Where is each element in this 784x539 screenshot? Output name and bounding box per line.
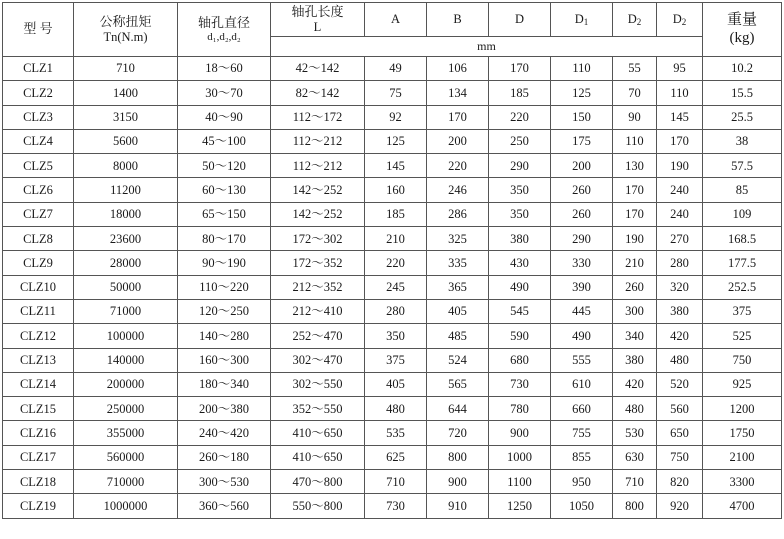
header-weight-en: (kg) bbox=[729, 29, 755, 46]
cell-A: 625 bbox=[365, 445, 427, 469]
header-torque-en: Tn(N.m) bbox=[103, 29, 148, 44]
cell-weight: 57.5 bbox=[703, 154, 782, 178]
cell-bore-length: 42～142 bbox=[271, 57, 365, 81]
header-D1-sub: 1 bbox=[583, 16, 589, 27]
header-bore-diameter bbox=[178, 3, 271, 57]
cell-D: 185 bbox=[489, 81, 551, 105]
cell-A: 535 bbox=[365, 421, 427, 445]
cell-B: 246 bbox=[427, 178, 489, 202]
cell-bore-length: 172～302 bbox=[271, 227, 365, 251]
cell-B: 524 bbox=[427, 348, 489, 372]
cell-bore-length: 112～212 bbox=[271, 129, 365, 153]
cell-model: CLZ18 bbox=[3, 470, 74, 494]
cell-B: 134 bbox=[427, 81, 489, 105]
cell-weight: 252.5 bbox=[703, 275, 782, 299]
cell-D: 220 bbox=[489, 105, 551, 129]
cell-torque: 23600 bbox=[74, 227, 178, 251]
cell-D2: 530 bbox=[613, 421, 657, 445]
header-D-label: D bbox=[514, 12, 525, 27]
header-D2-sub: 2 bbox=[636, 16, 642, 27]
cell-bore-length: 352～550 bbox=[271, 397, 365, 421]
cell-bore-diameter: 300～530 bbox=[178, 470, 271, 494]
cell-D1: 390 bbox=[551, 275, 613, 299]
cell-bore-length: 172～352 bbox=[271, 251, 365, 275]
cell-model: CLZ2 bbox=[3, 81, 74, 105]
header-bore-length bbox=[271, 3, 365, 37]
cell-bore-length: 410～650 bbox=[271, 445, 365, 469]
cell-D3: 240 bbox=[657, 178, 703, 202]
table-header bbox=[3, 3, 782, 57]
cell-D2: 480 bbox=[613, 397, 657, 421]
header-model-label: 型 号 bbox=[23, 21, 53, 37]
cell-D1: 290 bbox=[551, 227, 613, 251]
header-D3-main: D bbox=[672, 11, 682, 26]
cell-model: CLZ17 bbox=[3, 445, 74, 469]
cell-model: CLZ12 bbox=[3, 324, 74, 348]
cell-D: 1100 bbox=[489, 470, 551, 494]
cell-bore-diameter: 120～250 bbox=[178, 299, 271, 323]
cell-weight: 750 bbox=[703, 348, 782, 372]
cell-torque: 1400 bbox=[74, 81, 178, 105]
cell-D1: 150 bbox=[551, 105, 613, 129]
table-row bbox=[3, 275, 782, 299]
cell-weight: 38 bbox=[703, 129, 782, 153]
cell-B: 900 bbox=[427, 470, 489, 494]
cell-torque: 50000 bbox=[74, 275, 178, 299]
cell-torque: 18000 bbox=[74, 202, 178, 226]
table-row bbox=[3, 227, 782, 251]
cell-bore-diameter: 30～70 bbox=[178, 81, 271, 105]
cell-D3: 480 bbox=[657, 348, 703, 372]
header-unit-label: mm bbox=[477, 38, 496, 53]
cell-D3: 520 bbox=[657, 372, 703, 396]
cell-B: 405 bbox=[427, 299, 489, 323]
cell-D3: 750 bbox=[657, 445, 703, 469]
cell-model: CLZ19 bbox=[3, 494, 74, 518]
cell-weight: 15.5 bbox=[703, 81, 782, 105]
table-row bbox=[3, 202, 782, 226]
cell-weight: 85 bbox=[703, 178, 782, 202]
cell-weight: 3300 bbox=[703, 470, 782, 494]
cell-weight: 375 bbox=[703, 299, 782, 323]
cell-bore-diameter: 160～300 bbox=[178, 348, 271, 372]
cell-D3: 190 bbox=[657, 154, 703, 178]
cell-B: 325 bbox=[427, 227, 489, 251]
cell-bore-diameter: 110～220 bbox=[178, 275, 271, 299]
cell-D3: 240 bbox=[657, 202, 703, 226]
table-row bbox=[3, 251, 782, 275]
cell-torque: 8000 bbox=[74, 154, 178, 178]
header-weight bbox=[703, 3, 782, 57]
table-row bbox=[3, 445, 782, 469]
cell-D: 545 bbox=[489, 299, 551, 323]
header-B bbox=[427, 3, 489, 37]
cell-D2: 70 bbox=[613, 81, 657, 105]
cell-D: 900 bbox=[489, 421, 551, 445]
cell-D: 680 bbox=[489, 348, 551, 372]
table-row bbox=[3, 299, 782, 323]
cell-D: 290 bbox=[489, 154, 551, 178]
cell-D1: 445 bbox=[551, 299, 613, 323]
cell-A: 75 bbox=[365, 81, 427, 105]
cell-D2: 380 bbox=[613, 348, 657, 372]
header-B-label: B bbox=[453, 12, 462, 27]
cell-D1: 610 bbox=[551, 372, 613, 396]
cell-D3: 560 bbox=[657, 397, 703, 421]
cell-torque: 355000 bbox=[74, 421, 178, 445]
cell-D2: 300 bbox=[613, 299, 657, 323]
header-model bbox=[3, 3, 74, 57]
table-row bbox=[3, 494, 782, 518]
cell-D2: 420 bbox=[613, 372, 657, 396]
header-bore-length-cn: 轴孔长度 bbox=[291, 3, 344, 19]
cell-D: 1000 bbox=[489, 445, 551, 469]
cell-model: CLZ3 bbox=[3, 105, 74, 129]
cell-bore-length: 302～470 bbox=[271, 348, 365, 372]
cell-torque: 100000 bbox=[74, 324, 178, 348]
cell-B: 910 bbox=[427, 494, 489, 518]
table-body bbox=[3, 57, 782, 519]
table-row bbox=[3, 470, 782, 494]
coupling-spec-table bbox=[2, 2, 782, 519]
cell-D3: 280 bbox=[657, 251, 703, 275]
cell-weight: 2100 bbox=[703, 445, 782, 469]
cell-model: CLZ6 bbox=[3, 178, 74, 202]
header-row-1 bbox=[3, 3, 782, 37]
cell-bore-diameter: 180～340 bbox=[178, 372, 271, 396]
cell-B: 565 bbox=[427, 372, 489, 396]
cell-torque: 5600 bbox=[74, 129, 178, 153]
cell-bore-length: 252～470 bbox=[271, 324, 365, 348]
cell-bore-length: 82～142 bbox=[271, 81, 365, 105]
table-row bbox=[3, 81, 782, 105]
cell-D1: 755 bbox=[551, 421, 613, 445]
cell-torque: 710 bbox=[74, 57, 178, 81]
cell-B: 644 bbox=[427, 397, 489, 421]
cell-bore-diameter: 140～280 bbox=[178, 324, 271, 348]
cell-bore-diameter: 40～90 bbox=[178, 105, 271, 129]
cell-model: CLZ11 bbox=[3, 299, 74, 323]
cell-D2: 630 bbox=[613, 445, 657, 469]
table-row bbox=[3, 154, 782, 178]
table-row bbox=[3, 421, 782, 445]
cell-A: 49 bbox=[365, 57, 427, 81]
cell-model: CLZ14 bbox=[3, 372, 74, 396]
header-bore-diameter-cn: 轴孔直径 bbox=[197, 14, 250, 30]
cell-D2: 55 bbox=[613, 57, 657, 81]
cell-weight: 925 bbox=[703, 372, 782, 396]
cell-D1: 555 bbox=[551, 348, 613, 372]
cell-D3: 650 bbox=[657, 421, 703, 445]
cell-bore-diameter: 240～420 bbox=[178, 421, 271, 445]
cell-D2: 340 bbox=[613, 324, 657, 348]
cell-weight: 25.5 bbox=[703, 105, 782, 129]
header-D1 bbox=[551, 3, 613, 37]
cell-torque: 1000000 bbox=[74, 494, 178, 518]
cell-model: CLZ13 bbox=[3, 348, 74, 372]
cell-torque: 71000 bbox=[74, 299, 178, 323]
cell-D: 1250 bbox=[489, 494, 551, 518]
cell-torque: 140000 bbox=[74, 348, 178, 372]
table-row bbox=[3, 105, 782, 129]
cell-bore-length: 550～800 bbox=[271, 494, 365, 518]
cell-model: CLZ16 bbox=[3, 421, 74, 445]
cell-D1: 200 bbox=[551, 154, 613, 178]
cell-bore-diameter: 360～560 bbox=[178, 494, 271, 518]
cell-D1: 660 bbox=[551, 397, 613, 421]
cell-model: CLZ15 bbox=[3, 397, 74, 421]
header-D3-sub: 2 bbox=[681, 16, 687, 27]
cell-D2: 190 bbox=[613, 227, 657, 251]
cell-bore-length: 142～252 bbox=[271, 178, 365, 202]
cell-D1: 175 bbox=[551, 129, 613, 153]
cell-torque: 560000 bbox=[74, 445, 178, 469]
cell-A: 710 bbox=[365, 470, 427, 494]
cell-bore-length: 212～410 bbox=[271, 299, 365, 323]
cell-A: 405 bbox=[365, 372, 427, 396]
cell-weight: 168.5 bbox=[703, 227, 782, 251]
cell-D3: 820 bbox=[657, 470, 703, 494]
cell-D2: 210 bbox=[613, 251, 657, 275]
cell-D3: 95 bbox=[657, 57, 703, 81]
cell-model: CLZ4 bbox=[3, 129, 74, 153]
cell-B: 220 bbox=[427, 154, 489, 178]
header-unit-mm bbox=[271, 37, 703, 57]
cell-D: 170 bbox=[489, 57, 551, 81]
cell-bore-diameter: 18～60 bbox=[178, 57, 271, 81]
cell-bore-length: 212～352 bbox=[271, 275, 365, 299]
cell-A: 220 bbox=[365, 251, 427, 275]
cell-model: CLZ8 bbox=[3, 227, 74, 251]
cell-bore-diameter: 45～100 bbox=[178, 129, 271, 153]
cell-D1: 125 bbox=[551, 81, 613, 105]
cell-torque: 3150 bbox=[74, 105, 178, 129]
header-D2 bbox=[613, 3, 657, 37]
cell-D1: 950 bbox=[551, 470, 613, 494]
cell-D1: 260 bbox=[551, 202, 613, 226]
cell-model: CLZ5 bbox=[3, 154, 74, 178]
cell-D3: 270 bbox=[657, 227, 703, 251]
cell-model: CLZ10 bbox=[3, 275, 74, 299]
cell-D3: 145 bbox=[657, 105, 703, 129]
cell-torque: 28000 bbox=[74, 251, 178, 275]
cell-D1: 490 bbox=[551, 324, 613, 348]
cell-B: 720 bbox=[427, 421, 489, 445]
cell-A: 245 bbox=[365, 275, 427, 299]
spec-table-container bbox=[2, 2, 781, 536]
table-row bbox=[3, 324, 782, 348]
cell-D: 430 bbox=[489, 251, 551, 275]
cell-D1: 855 bbox=[551, 445, 613, 469]
cell-bore-diameter: 200～380 bbox=[178, 397, 271, 421]
header-torque bbox=[74, 3, 178, 57]
header-bore-diameter-en: d₁,d₂,d₂ bbox=[207, 30, 241, 43]
cell-B: 335 bbox=[427, 251, 489, 275]
cell-B: 365 bbox=[427, 275, 489, 299]
cell-torque: 710000 bbox=[74, 470, 178, 494]
table-row bbox=[3, 129, 782, 153]
cell-D3: 320 bbox=[657, 275, 703, 299]
cell-bore-length: 470～800 bbox=[271, 470, 365, 494]
table-row bbox=[3, 178, 782, 202]
cell-D3: 380 bbox=[657, 299, 703, 323]
cell-A: 375 bbox=[365, 348, 427, 372]
cell-B: 485 bbox=[427, 324, 489, 348]
cell-A: 210 bbox=[365, 227, 427, 251]
cell-B: 106 bbox=[427, 57, 489, 81]
cell-bore-diameter: 50～120 bbox=[178, 154, 271, 178]
cell-D3: 110 bbox=[657, 81, 703, 105]
cell-D2: 800 bbox=[613, 494, 657, 518]
cell-model: CLZ9 bbox=[3, 251, 74, 275]
cell-D: 250 bbox=[489, 129, 551, 153]
cell-B: 286 bbox=[427, 202, 489, 226]
cell-bore-length: 112～172 bbox=[271, 105, 365, 129]
cell-D2: 170 bbox=[613, 202, 657, 226]
cell-A: 350 bbox=[365, 324, 427, 348]
cell-model: CLZ1 bbox=[3, 57, 74, 81]
cell-bore-length: 142～252 bbox=[271, 202, 365, 226]
cell-A: 92 bbox=[365, 105, 427, 129]
cell-torque: 11200 bbox=[74, 178, 178, 202]
header-D1-main: D bbox=[574, 11, 584, 26]
table-row bbox=[3, 397, 782, 421]
cell-A: 185 bbox=[365, 202, 427, 226]
cell-weight: 177.5 bbox=[703, 251, 782, 275]
header-bore-length-en: L bbox=[313, 19, 322, 34]
cell-D2: 170 bbox=[613, 178, 657, 202]
cell-A: 160 bbox=[365, 178, 427, 202]
cell-A: 280 bbox=[365, 299, 427, 323]
cell-weight: 525 bbox=[703, 324, 782, 348]
header-A bbox=[365, 3, 427, 37]
cell-weight: 1200 bbox=[703, 397, 782, 421]
cell-bore-diameter: 260～180 bbox=[178, 445, 271, 469]
table-row bbox=[3, 372, 782, 396]
cell-bore-length: 112～212 bbox=[271, 154, 365, 178]
cell-bore-diameter: 65～150 bbox=[178, 202, 271, 226]
header-D3 bbox=[657, 3, 703, 37]
cell-D: 350 bbox=[489, 178, 551, 202]
cell-torque: 250000 bbox=[74, 397, 178, 421]
header-A-label: A bbox=[390, 12, 401, 27]
cell-D1: 1050 bbox=[551, 494, 613, 518]
cell-D2: 110 bbox=[613, 129, 657, 153]
cell-D: 350 bbox=[489, 202, 551, 226]
cell-D2: 260 bbox=[613, 275, 657, 299]
cell-D1: 110 bbox=[551, 57, 613, 81]
cell-A: 125 bbox=[365, 129, 427, 153]
cell-D1: 330 bbox=[551, 251, 613, 275]
cell-bore-length: 410～650 bbox=[271, 421, 365, 445]
cell-D3: 920 bbox=[657, 494, 703, 518]
cell-D: 730 bbox=[489, 372, 551, 396]
cell-model: CLZ7 bbox=[3, 202, 74, 226]
cell-D1: 260 bbox=[551, 178, 613, 202]
cell-D2: 90 bbox=[613, 105, 657, 129]
cell-D2: 710 bbox=[613, 470, 657, 494]
cell-bore-length: 302～550 bbox=[271, 372, 365, 396]
cell-weight: 1750 bbox=[703, 421, 782, 445]
cell-A: 145 bbox=[365, 154, 427, 178]
cell-D: 590 bbox=[489, 324, 551, 348]
header-D2-main: D bbox=[627, 11, 637, 26]
header-torque-cn: 公称扭矩 bbox=[99, 13, 152, 29]
table-row bbox=[3, 57, 782, 81]
cell-D: 490 bbox=[489, 275, 551, 299]
cell-A: 730 bbox=[365, 494, 427, 518]
cell-D3: 420 bbox=[657, 324, 703, 348]
cell-weight: 10.2 bbox=[703, 57, 782, 81]
cell-bore-diameter: 80～170 bbox=[178, 227, 271, 251]
table-row bbox=[3, 348, 782, 372]
cell-bore-diameter: 60～130 bbox=[178, 178, 271, 202]
cell-weight: 4700 bbox=[703, 494, 782, 518]
cell-B: 170 bbox=[427, 105, 489, 129]
cell-torque: 200000 bbox=[74, 372, 178, 396]
header-weight-cn: 重量 bbox=[726, 12, 757, 29]
cell-D: 780 bbox=[489, 397, 551, 421]
cell-D3: 170 bbox=[657, 129, 703, 153]
cell-A: 480 bbox=[365, 397, 427, 421]
cell-B: 800 bbox=[427, 445, 489, 469]
cell-bore-diameter: 90～190 bbox=[178, 251, 271, 275]
cell-weight: 109 bbox=[703, 202, 782, 226]
cell-D2: 130 bbox=[613, 154, 657, 178]
cell-D: 380 bbox=[489, 227, 551, 251]
header-D bbox=[489, 3, 551, 37]
cell-B: 200 bbox=[427, 129, 489, 153]
